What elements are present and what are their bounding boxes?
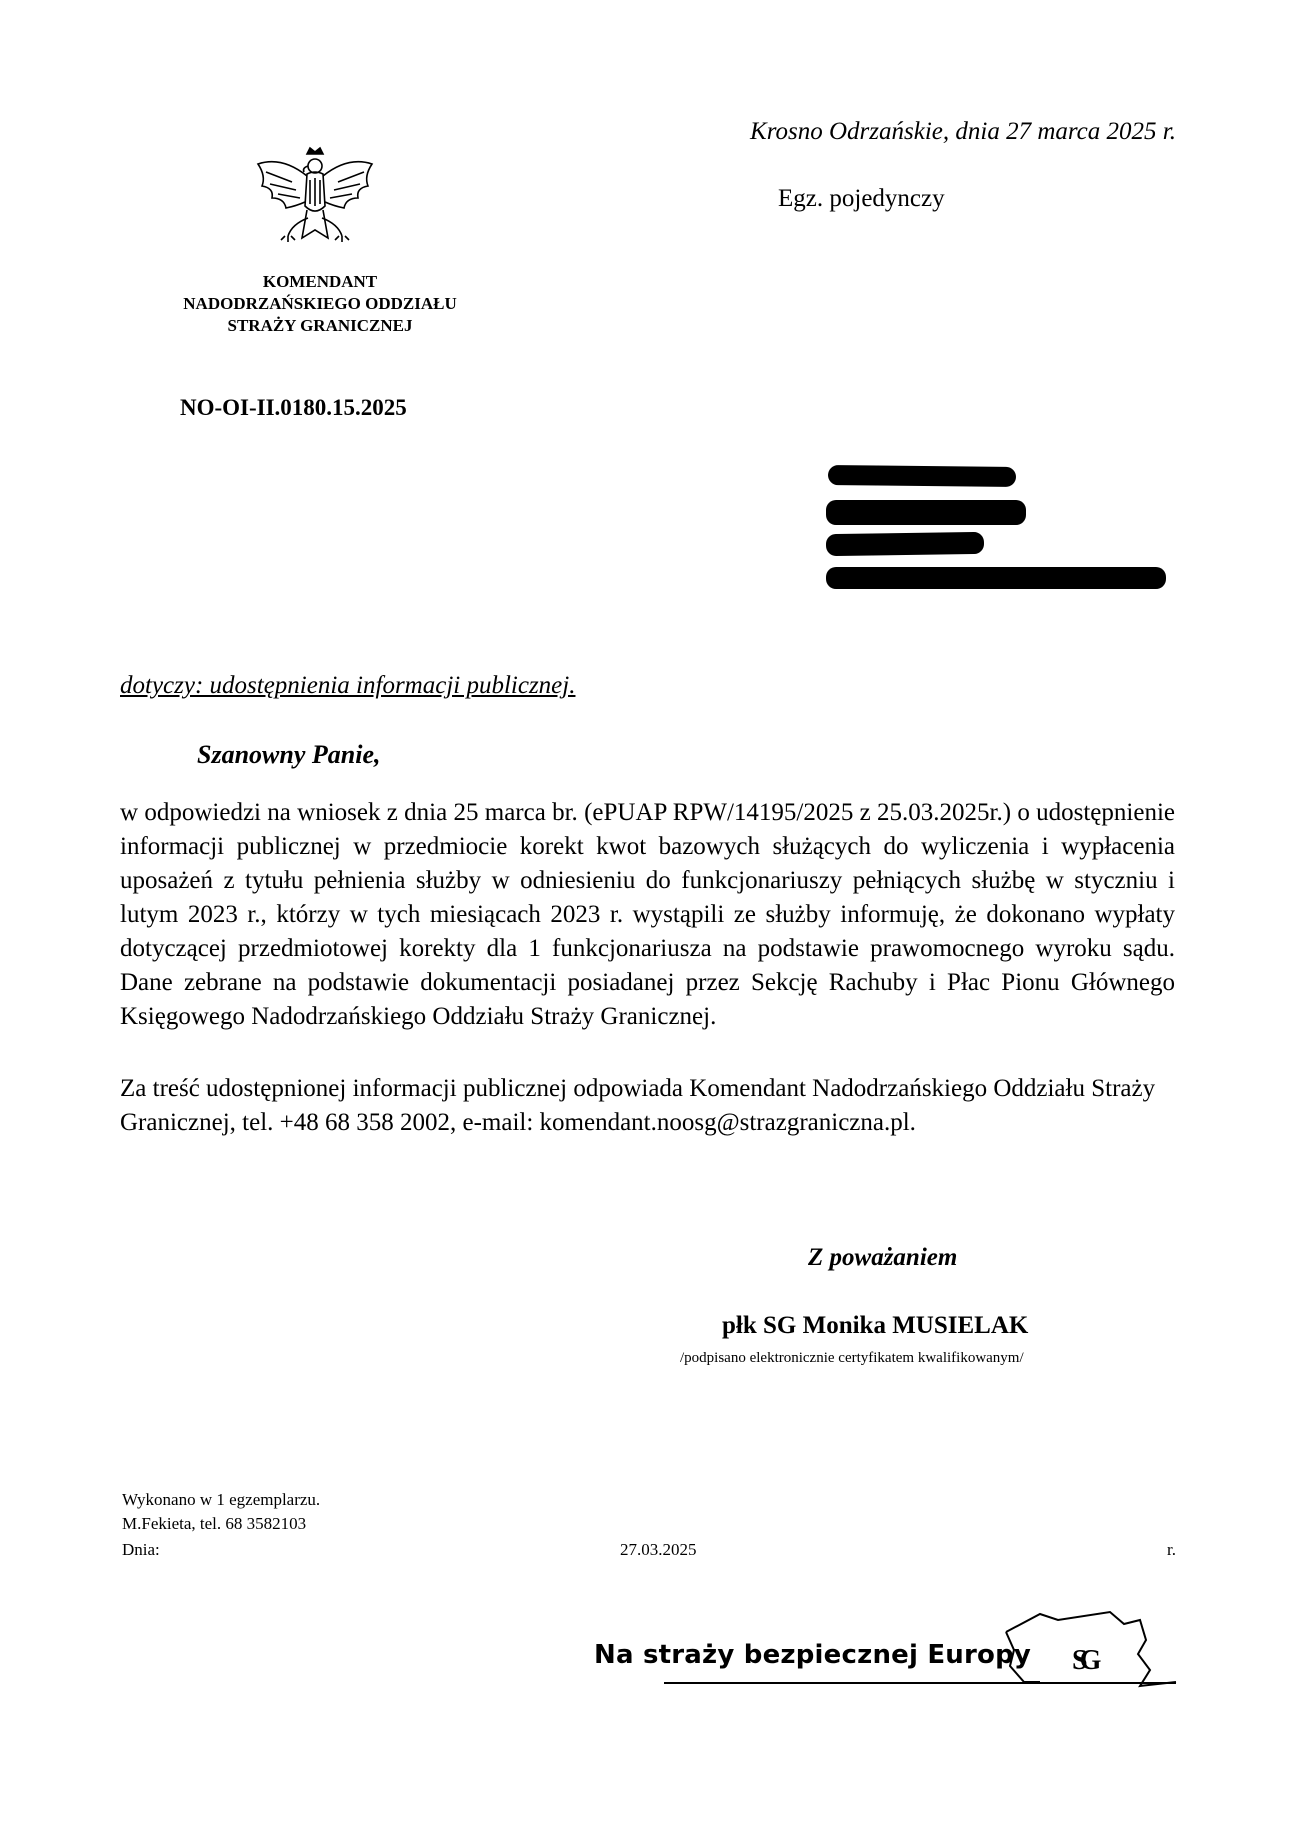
signer-name: płk SG Monika MUSIELAK bbox=[722, 1312, 1029, 1339]
subject-line: dotyczy: udostępnienia informacji publicznej. bbox=[120, 672, 576, 699]
polish-eagle-emblem-icon bbox=[252, 146, 378, 258]
authority-line-2: NADODRZAŃSKIEGO ODDZIAŁU bbox=[183, 294, 457, 313]
place-date: Krosno Odrzańskie, dnia 27 marca 2025 r. bbox=[750, 118, 1176, 145]
redaction-bar-2 bbox=[826, 500, 1026, 525]
slogan-underline bbox=[664, 1682, 1176, 1684]
footer-date-suffix: r. bbox=[1167, 1540, 1176, 1559]
authority-block bbox=[120, 271, 520, 337]
copy-note: Egz. pojedynczy bbox=[778, 185, 945, 212]
footer-date-label: Dnia: bbox=[122, 1540, 160, 1559]
salutation: Szanowny Panie, bbox=[197, 740, 381, 769]
authority-line-1: KOMENDANT bbox=[262, 272, 378, 291]
redaction-bar-3 bbox=[826, 532, 984, 556]
redaction-bar-4 bbox=[826, 567, 1166, 589]
footer-copies: Wykonano w 1 egzemplarzu. bbox=[122, 1490, 321, 1509]
reference-number: NO-OI-II.0180.15.2025 bbox=[180, 395, 407, 420]
slogan: Na straży bezpiecznej Europy bbox=[594, 1640, 1032, 1670]
body-paragraph-2: Za treść udostępnionej informacji publicznej odpowiada Komendant Nadodrzańskiego Oddziału Straży Granicznej, tel. +48 68 358 2002, e-mail: komendant.noosg@strazgraniczna.pl. bbox=[120, 1075, 1156, 1136]
signed-electronically-note: /podpisano elektronicznie certyfikatem kwalifikowanym/ bbox=[680, 1350, 1024, 1366]
authority-line-3: STRAŻY GRANICZNEJ bbox=[227, 316, 413, 335]
footer-date-value: 27.03.2025 bbox=[620, 1540, 697, 1559]
body-paragraph-1: w odpowiedzi na wniosek z dnia 25 marca br. (ePUAP RPW/14195/2025 z 25.03.2025r.) o udostępnienie informacji publicznej w przedmiocie korekt kwot bazowych służących do wyliczenia i wypłacenia uposażeń z tytułu pełnienia służby w odniesieniu do funkcjonariuszy pełniących służbę w styczniu i lutym 2023 r., którzy w tych miesiącach 2023 r. wystąpili ze służby informuję, że dokonano wypłaty dotyczącej przedmiotowej korekty dla 1 funkcjonariusza na podstawie prawomocnego wyroku sądu. Dane zebrane na podstawie dokumentacji posiadanej przez Sekcję Rachuby i Płac Pionu Głównego Księgowego Nadodrzańskiego Oddziału Straży Granicznej. bbox=[120, 799, 1175, 1030]
redaction-bar-1 bbox=[828, 465, 1016, 487]
sg-logo-text: SG bbox=[1072, 1645, 1094, 1676]
footer-author: M.Fekieta, tel. 68 3582103 bbox=[122, 1514, 307, 1533]
closing-regards: Z poważaniem bbox=[808, 1244, 958, 1271]
